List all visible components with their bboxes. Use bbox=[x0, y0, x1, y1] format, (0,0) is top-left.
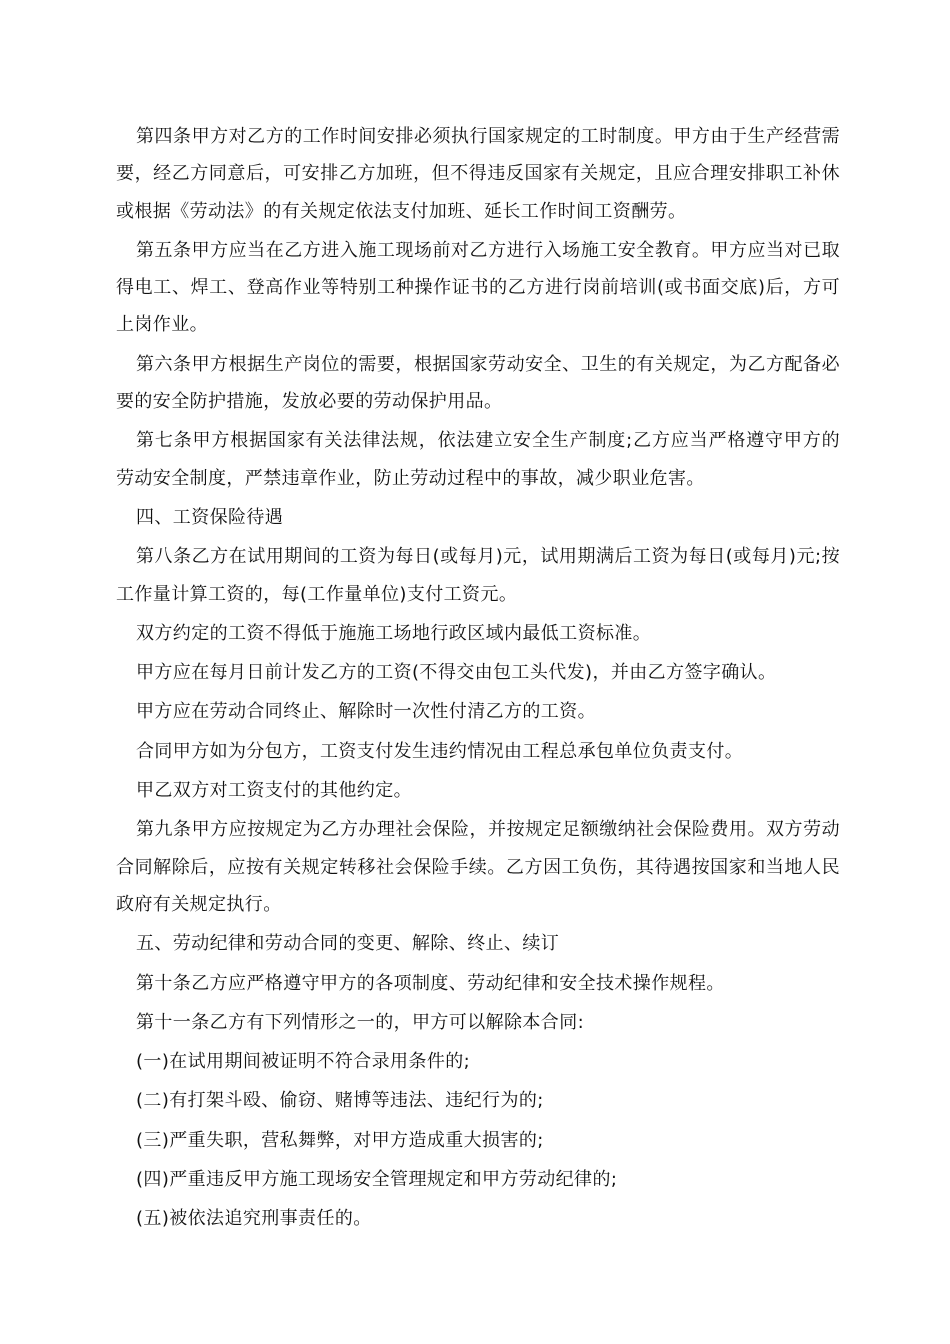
article-8-paragraph: 第八条乙方在试用期间的工资为每日(或每月)元，试用期满后工资为每日(或每月)元;按工作量计算工资的，每(工作量单位)支付工资元。 bbox=[116, 546, 840, 605]
section-4-heading: 四、工资保险待遇 bbox=[136, 506, 284, 528]
list-item-4: (四)严重违反甲方施工现场安全管理规定和甲方劳动纪律的; bbox=[136, 1169, 618, 1191]
monthly-pay-paragraph: 甲方应在每月日前计发乙方的工资(不得交由包工头代发)，并由乙方签字确认。 bbox=[136, 662, 777, 684]
article-4-paragraph: 第四条甲方对乙方的工作时间安排必须执行国家规定的工时制度。甲方由于生产经营需要，经乙方同意后，可安排乙方加班，但不得违反国家有关规定，且应合理安排职工补休或根据《劳动法》的有关规定依法支付加班、延长工作时间工资酬劳。 bbox=[116, 126, 840, 222]
document-body bbox=[116, 118, 840, 1240]
article-6-paragraph: 第六条甲方根据生产岗位的需要，根据国家劳动安全、卫生的有关规定，为乙方配备必要的安全防护措施，发放必要的劳动保护用品。 bbox=[116, 353, 840, 413]
article-7-paragraph: 第七条甲方根据国家有关法律法规，依法建立安全生产制度;乙方应当严格遵守甲方的劳动安全制度，严禁违章作业，防止劳动过程中的事故，减少职业危害。 bbox=[116, 430, 840, 489]
article-10-paragraph: 第十条乙方应严格遵守甲方的各项制度、劳动纪律和安全技术操作规程。 bbox=[136, 972, 725, 994]
list-item-3: (三)严重失职，营私舞弊，对甲方造成重大损害的; bbox=[136, 1129, 544, 1151]
section-5-heading: 五、劳动纪律和劳动合同的变更、解除、终止、续订 bbox=[136, 933, 560, 955]
article-9-paragraph: 第九条甲方应按规定为乙方办理社会保险，并按规定足额缴纳社会保险费用。双方劳动合同解除后，应按有关规定转移社会保险手续。乙方因工负伤，其待遇按国家和当地人民政府有关规定执行。 bbox=[116, 819, 840, 915]
final-pay-paragraph: 甲方应在劳动合同终止、解除时一次性付清乙方的工资。 bbox=[136, 701, 596, 723]
article-11-paragraph: 第十一条乙方有下列情形之一的，甲方可以解除本合同: bbox=[136, 1011, 585, 1033]
list-item-5: (五)被依法追究刑事责任的。 bbox=[136, 1208, 372, 1230]
subcontractor-paragraph: 合同甲方如为分包方，工资支付发生违约情况由工程总承包单位负责支付。 bbox=[136, 740, 744, 762]
list-item-1: (一)在试用期间被证明不符合录用条件的; bbox=[136, 1051, 471, 1073]
list-item-2: (二)有打架斗殴、偷窃、赌博等违法、违纪行为的; bbox=[136, 1090, 544, 1112]
other-agreement-paragraph: 甲乙双方对工资支付的其他约定。 bbox=[136, 780, 412, 802]
min-wage-paragraph: 双方约定的工资不得低于施施工场地行政区域内最低工资标准。 bbox=[136, 622, 652, 644]
article-5-paragraph: 第五条甲方应当在乙方进入施工现场前对乙方进行入场施工安全教育。甲方应当对已取得电工、焊工、登高作业等特别工种操作证书的乙方进行岗前培训(或书面交底)后，方可上岗作业。 bbox=[116, 239, 840, 336]
